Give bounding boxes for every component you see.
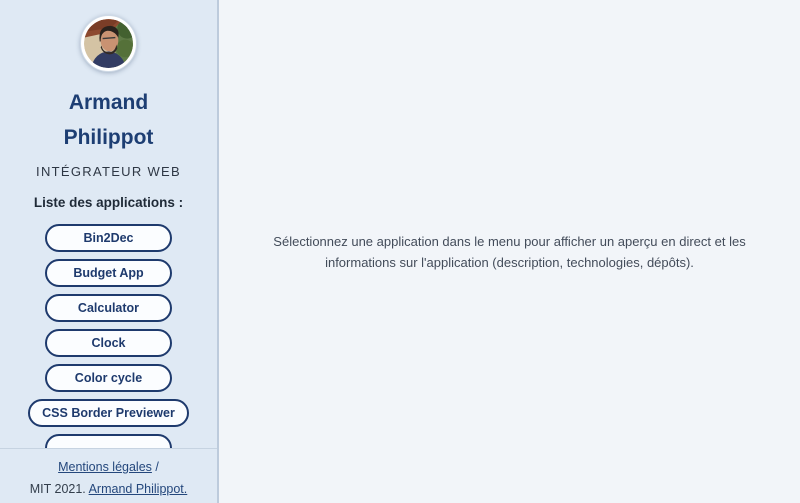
- app-button[interactable]: Bin2Dec: [45, 224, 172, 252]
- app-button[interactable]: Calculator: [45, 294, 172, 322]
- app-button[interactable]: Clock: [45, 329, 172, 357]
- app-button[interactable]: Budget App: [45, 259, 172, 287]
- footer-separator: /: [155, 460, 159, 474]
- profile-name-line1: Armand: [68, 91, 149, 114]
- legal-link[interactable]: Mentions légales: [58, 460, 152, 474]
- app-button[interactable]: Color cycle: [45, 364, 172, 392]
- app-list: [0, 224, 217, 427]
- placeholder-message: Sélectionnez une application dans le menu pour afficher un aperçu en direct et les informations sur l'application (description, technologies, dépôts).: [273, 233, 746, 270]
- avatar: [80, 15, 137, 72]
- avatar-photo: [84, 19, 133, 68]
- app-button[interactable]: CSS Border Previewer: [28, 399, 189, 427]
- app-button-partial[interactable]: [45, 434, 172, 448]
- app-nav: [0, 195, 217, 448]
- apps-heading: Liste des applications :: [33, 195, 184, 210]
- profile-header: [0, 0, 217, 179]
- sidebar-footer: [0, 448, 217, 503]
- profile-role: INTÉGRATEUR WEB: [36, 164, 181, 179]
- license-line: [0, 478, 217, 500]
- legal-line: [0, 456, 217, 478]
- sidebar: [0, 0, 219, 503]
- license-text: MIT 2021.: [29, 482, 86, 496]
- main-area: [219, 0, 800, 503]
- profile-name-line2: Philippot: [63, 126, 154, 149]
- profile-name: [0, 85, 217, 155]
- author-link[interactable]: Armand Philippot.: [88, 482, 188, 496]
